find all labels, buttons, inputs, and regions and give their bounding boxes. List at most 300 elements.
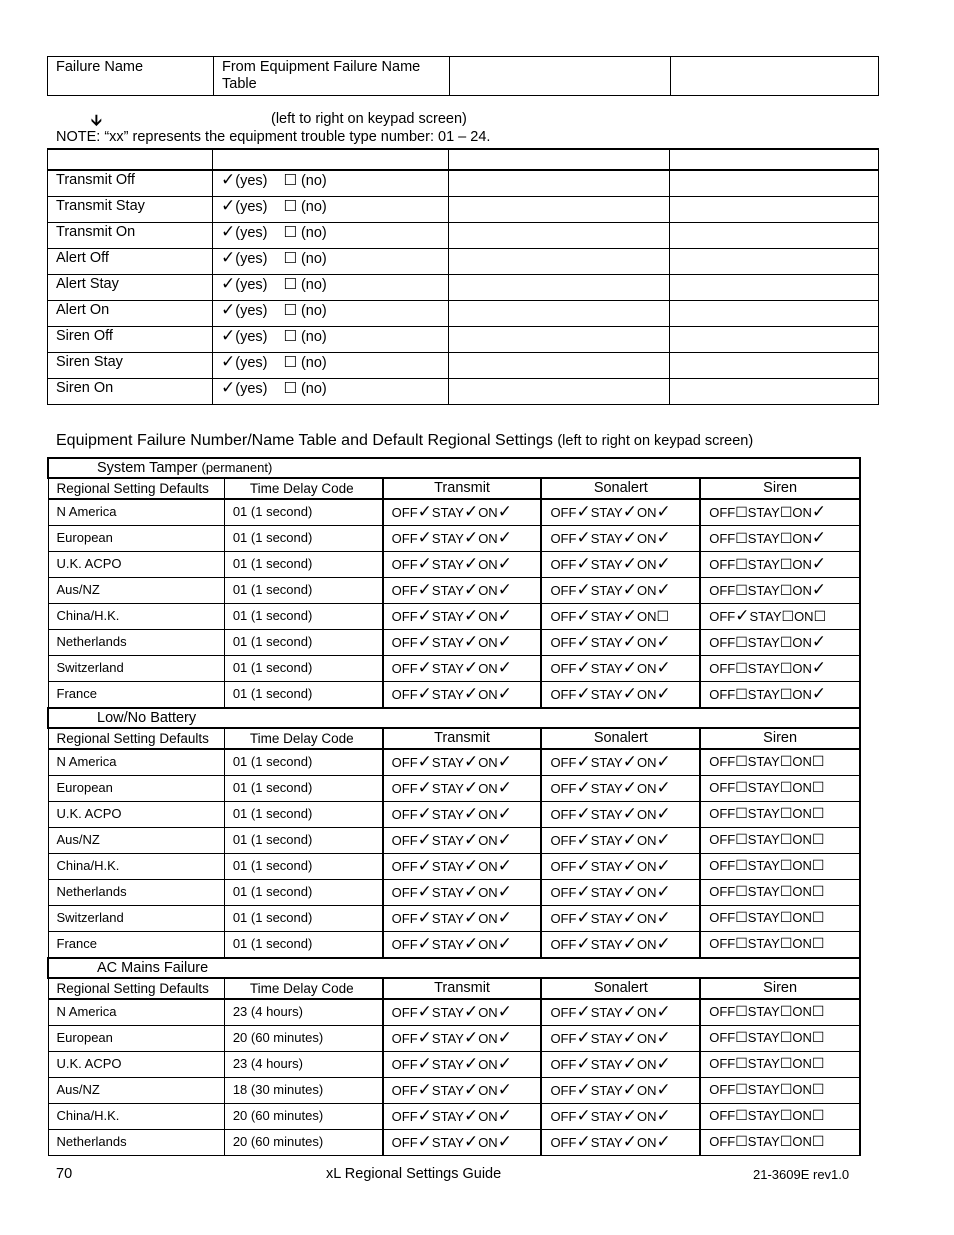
no-label: (no): [300, 173, 327, 189]
region-name: Netherlands: [48, 880, 224, 906]
checkmark-icon: ✓: [497, 830, 512, 850]
state-cell: [700, 578, 860, 604]
section-header-row: [48, 958, 860, 978]
setting-name: Transmit Off: [48, 170, 213, 197]
state-cell: [541, 682, 700, 709]
checkbox-icon: ☐: [283, 223, 297, 241]
empty-box-icon: ☐: [779, 505, 793, 521]
region-name: N America: [48, 749, 224, 776]
state-label-on: ON: [636, 833, 657, 848]
state-cell: [700, 1026, 860, 1052]
table-header-cell: [449, 149, 670, 170]
checkmark-icon: ✓: [463, 528, 479, 548]
state-label-on: ON: [478, 807, 498, 822]
table-row: [48, 1052, 860, 1078]
time-delay-code: 01 (1 second): [224, 802, 382, 828]
checkmark-icon: ✓: [576, 856, 591, 876]
yes-no-cell: [213, 275, 449, 301]
checkbox-icon: ☐: [283, 327, 297, 345]
state-label-on: ON: [478, 505, 498, 520]
checkmark-icon: ✓: [622, 856, 637, 876]
state-label-off: OFF: [550, 911, 577, 926]
state-cell: [541, 749, 700, 776]
state-label-stay: STAY: [590, 505, 623, 520]
checkmark-icon: ✓: [656, 1080, 671, 1100]
state-label-on: ON: [794, 609, 814, 624]
page-number: 70: [56, 1166, 73, 1182]
table-row: [48, 749, 860, 776]
checkmark-icon: ✓: [656, 856, 671, 876]
region-name: U.K. ACPO: [48, 1052, 224, 1078]
checkmark-icon: ✓: [576, 804, 591, 824]
checkmark-icon: ✓: [576, 1002, 591, 1022]
header-region: Regional Setting Defaults: [48, 978, 224, 999]
state-label-off: OFF: [709, 910, 736, 925]
empty-box-icon: ☐: [779, 635, 793, 651]
column-header-row: [48, 978, 860, 999]
checkmark-icon: ✓: [221, 222, 236, 242]
time-delay-code: 20 (60 minutes): [224, 1104, 382, 1130]
empty-box-icon: ☐: [781, 609, 795, 625]
time-delay-code: 01 (1 second): [224, 552, 382, 578]
state-label-off: OFF: [709, 661, 736, 676]
checkmark-icon: ✓: [656, 908, 671, 928]
checkmark-icon: ✓: [417, 804, 432, 824]
checkmark-icon: ✓: [576, 528, 591, 548]
state-label-on: ON: [792, 1030, 812, 1045]
checkmark-icon: ✓: [656, 1002, 671, 1022]
state-label-on: ON: [792, 583, 812, 598]
checkmark-icon: ✓: [622, 528, 637, 548]
state-label-off: OFF: [550, 1057, 577, 1072]
table-cell: [670, 353, 879, 379]
regional-table-title: Equipment Failure Number/Name Table and Default Regional Settings (left to right on keypad screen): [56, 432, 754, 449]
state-label-on: ON: [636, 807, 657, 822]
state-label-stay: STAY: [431, 583, 464, 598]
empty-box-icon: ☐: [811, 1004, 825, 1020]
state-label-off: OFF: [391, 583, 418, 598]
checkmark-icon: ✓: [622, 1080, 637, 1100]
setting-name: Siren Stay: [48, 353, 213, 379]
state-cell: [541, 1052, 700, 1078]
table-row: [48, 379, 879, 405]
table-cell: [670, 301, 879, 327]
checkmark-icon: ✓: [656, 1054, 671, 1074]
empty-box-icon: ☐: [811, 910, 825, 926]
region-name: China/H.K.: [48, 854, 224, 880]
state-label-on: ON: [792, 687, 812, 702]
checkmark-icon: ✓: [576, 778, 591, 798]
state-label-stay: STAY: [590, 807, 623, 822]
state-label-off: OFF: [391, 833, 418, 848]
checkmark-icon: ✓: [463, 1028, 479, 1048]
state-label-stay: STAY: [747, 884, 780, 899]
table-row: [48, 1104, 860, 1130]
state-label-on: ON: [478, 1109, 498, 1124]
state-cell: [700, 1130, 860, 1156]
empty-box-icon: ☐: [811, 1056, 825, 1072]
time-delay-code: 01 (1 second): [224, 499, 382, 526]
state-label-on: ON: [792, 1004, 812, 1019]
state-label-off: OFF: [391, 1083, 418, 1098]
state-label-off: OFF: [550, 661, 577, 676]
checkmark-icon: ✓: [417, 752, 432, 772]
state-label-on: ON: [478, 661, 498, 676]
state-label-on: ON: [636, 885, 657, 900]
checkmark-icon: ✓: [417, 684, 432, 704]
table-cell: [449, 197, 670, 223]
checkmark-icon: ✓: [417, 658, 432, 678]
state-cell: [541, 630, 700, 656]
state-cell: [383, 499, 542, 526]
state-label-on: ON: [636, 505, 657, 520]
checkmark-icon: ✓: [463, 658, 479, 678]
state-label-on: ON: [478, 937, 498, 952]
no-label: (no): [300, 329, 327, 345]
empty-box-icon: ☐: [811, 1108, 825, 1124]
yes-label: (yes): [235, 251, 268, 267]
state-label-off: OFF: [550, 583, 577, 598]
state-label-off: OFF: [709, 1108, 736, 1123]
state-label-off: OFF: [550, 833, 577, 848]
regional-table-title-note: (left to right on keypad screen): [557, 433, 754, 449]
state-cell: [541, 906, 700, 932]
yes-no-cell: [213, 197, 449, 223]
state-cell: [700, 630, 860, 656]
state-cell: [383, 749, 542, 776]
empty-box-icon: ☐: [813, 609, 827, 625]
checkmark-icon: ✓: [622, 632, 637, 652]
checkmark-icon: ✓: [497, 554, 512, 574]
state-label-off: OFF: [550, 635, 577, 650]
state-label-on: ON: [792, 936, 812, 951]
checkmark-icon: ✓: [656, 1028, 671, 1048]
checkmark-icon: ✓: [622, 752, 637, 772]
state-label-on: ON: [792, 832, 812, 847]
header-siren: Siren: [700, 478, 860, 499]
table-cell: [449, 301, 670, 327]
checkmark-icon: ✓: [463, 1106, 479, 1126]
state-label-stay: STAY: [431, 1083, 464, 1098]
region-name: Aus/NZ: [48, 828, 224, 854]
state-label-stay: STAY: [747, 1108, 780, 1123]
header-sonalert: Sonalert: [541, 978, 700, 999]
state-cell: [700, 682, 860, 709]
checkmark-icon: ✓: [497, 528, 512, 548]
checkmark-icon: ✓: [417, 632, 432, 652]
state-label-off: OFF: [550, 937, 577, 952]
table-cell: [449, 170, 670, 197]
checkmark-icon: ✓: [576, 502, 591, 522]
state-label-stay: STAY: [747, 1082, 780, 1097]
checkmark-icon: ✓: [622, 908, 637, 928]
time-delay-code: 01 (1 second): [224, 854, 382, 880]
section-note: (permanent): [201, 460, 273, 475]
state-label-on: ON: [478, 1083, 498, 1098]
state-label-off: OFF: [709, 583, 736, 598]
yes-no-cell: [213, 327, 449, 353]
empty-box-icon: ☐: [779, 1030, 793, 1046]
state-label-on: ON: [636, 781, 657, 796]
checkbox-icon: ☐: [283, 249, 297, 267]
table-cell: [450, 57, 671, 96]
checkmark-icon: ✓: [811, 528, 827, 548]
checkmark-icon: ✓: [463, 502, 479, 522]
state-label-off: OFF: [391, 635, 418, 650]
state-cell: [700, 604, 860, 630]
header-sonalert: Sonalert: [541, 728, 700, 749]
state-cell: [700, 880, 860, 906]
state-label-off: OFF: [709, 1134, 736, 1149]
state-label-off: OFF: [550, 807, 577, 822]
state-cell: [383, 880, 542, 906]
state-label-off: OFF: [550, 859, 577, 874]
state-label-on: ON: [478, 531, 498, 546]
state-label-stay: STAY: [747, 531, 780, 546]
checkmark-icon: ✓: [497, 1002, 512, 1022]
document-id: 21-3609E rev1.0: [753, 1167, 850, 1182]
empty-box-icon: ☐: [735, 531, 748, 547]
state-cell: [541, 828, 700, 854]
empty-box-icon: ☐: [735, 661, 748, 677]
checkmark-icon: ✓: [622, 580, 637, 600]
checkmark-icon: ✓: [622, 830, 637, 850]
state-cell: [541, 1104, 700, 1130]
checkmark-icon: ✓: [497, 1080, 512, 1100]
time-delay-code: 01 (1 second): [224, 578, 382, 604]
state-label-stay: STAY: [590, 1005, 623, 1020]
checkmark-icon: ✓: [811, 658, 827, 678]
yes-no-cell: [213, 170, 449, 197]
state-label-stay: STAY: [747, 936, 780, 951]
checkmark-icon: ✓: [576, 934, 591, 954]
header-region: Regional Setting Defaults: [48, 728, 224, 749]
state-label-stay: STAY: [431, 505, 464, 520]
state-label-on: ON: [792, 635, 812, 650]
checkmark-icon: ✓: [463, 1054, 479, 1074]
checkmark-icon: ✓: [656, 752, 671, 772]
state-label-stay: STAY: [431, 1135, 464, 1150]
empty-box-icon: ☐: [811, 1082, 825, 1098]
state-cell: [383, 578, 542, 604]
state-label-off: OFF: [550, 687, 577, 702]
checkmark-icon: ✓: [656, 632, 671, 652]
state-label-stay: STAY: [431, 635, 464, 650]
empty-box-icon: ☐: [779, 531, 793, 547]
state-label-on: ON: [792, 780, 812, 795]
checkmark-icon: ✓: [497, 934, 512, 954]
state-label-stay: STAY: [747, 1030, 780, 1045]
table-row: [48, 802, 860, 828]
region-name: France: [48, 932, 224, 959]
state-cell: [700, 854, 860, 880]
state-label-stay: STAY: [747, 661, 780, 676]
empty-box-icon: ☐: [779, 1082, 793, 1098]
setting-name: Alert Off: [48, 249, 213, 275]
time-delay-code: 01 (1 second): [224, 776, 382, 802]
state-label-on: ON: [636, 911, 657, 926]
state-label-on: ON: [478, 1057, 498, 1072]
checkmark-icon: ✓: [417, 778, 432, 798]
table-row: [48, 327, 879, 353]
state-cell: [383, 854, 542, 880]
table-row: [48, 854, 860, 880]
state-label-on: ON: [636, 937, 657, 952]
state-label-stay: STAY: [747, 910, 780, 925]
state-label-on: ON: [636, 1135, 657, 1150]
empty-box-icon: ☐: [811, 754, 825, 770]
table-row: [48, 301, 879, 327]
checkmark-icon: ✓: [497, 606, 512, 626]
state-label-stay: STAY: [431, 531, 464, 546]
table-header-cell: [48, 149, 213, 170]
state-cell: [383, 932, 542, 959]
state-cell: [700, 932, 860, 959]
state-label-on: ON: [636, 531, 657, 546]
state-label-stay: STAY: [747, 1134, 780, 1149]
state-label-on: ON: [636, 1109, 657, 1124]
state-label-on: ON: [478, 833, 498, 848]
state-cell: [541, 552, 700, 578]
state-label-off: OFF: [550, 755, 577, 770]
checkmark-icon: ✓: [463, 1132, 479, 1152]
state-label-stay: STAY: [747, 858, 780, 873]
time-delay-code: 01 (1 second): [224, 682, 382, 709]
checkmark-icon: ✓: [622, 882, 637, 902]
state-label-off: OFF: [391, 531, 418, 546]
header-siren: Siren: [700, 728, 860, 749]
checkmark-icon: ✓: [622, 1028, 637, 1048]
state-label-on: ON: [636, 635, 657, 650]
state-label-stay: STAY: [431, 937, 464, 952]
checkmark-icon: ✓: [417, 1080, 432, 1100]
checkmark-icon: ✓: [221, 196, 236, 216]
section-title: [48, 958, 860, 978]
state-label-stay: STAY: [590, 609, 623, 624]
region-name: N America: [48, 499, 224, 526]
state-label-on: ON: [792, 884, 812, 899]
empty-box-icon: ☐: [811, 780, 825, 796]
state-label-stay: STAY: [431, 687, 464, 702]
time-delay-code: 01 (1 second): [224, 932, 382, 959]
empty-box-icon: ☐: [779, 780, 793, 796]
no-label: (no): [300, 199, 327, 215]
state-label-on: ON: [792, 754, 812, 769]
state-label-on: ON: [478, 911, 498, 926]
setting-name: Transmit On: [48, 223, 213, 249]
state-label-off: OFF: [391, 859, 418, 874]
region-name: U.K. ACPO: [48, 552, 224, 578]
state-cell: [541, 1026, 700, 1052]
state-label-off: OFF: [550, 1083, 577, 1098]
empty-box-icon: ☐: [779, 1056, 793, 1072]
time-delay-code: 01 (1 second): [224, 880, 382, 906]
checkbox-icon: ☐: [283, 379, 297, 397]
state-label-on: ON: [636, 609, 657, 624]
checkbox-icon: ☐: [283, 301, 297, 319]
checkmark-icon: ✓: [417, 908, 432, 928]
region-name: Aus/NZ: [48, 1078, 224, 1104]
table-row: [48, 57, 879, 96]
state-label-on: ON: [792, 806, 812, 821]
state-label-off: OFF: [391, 687, 418, 702]
checkmark-icon: ✓: [735, 606, 750, 626]
section-name: System Tamper: [97, 460, 198, 476]
state-label-off: OFF: [391, 781, 418, 796]
state-label-off: OFF: [709, 806, 736, 821]
state-label-stay: STAY: [747, 754, 780, 769]
checkmark-icon: ✓: [576, 554, 591, 574]
time-delay-code: 01 (1 second): [224, 526, 382, 552]
state-label-stay: STAY: [590, 661, 623, 676]
region-name: Aus/NZ: [48, 578, 224, 604]
state-label-stay: STAY: [590, 557, 623, 572]
checkmark-icon: ✓: [576, 1106, 591, 1126]
checkmark-icon: ✓: [656, 1106, 671, 1126]
state-cell: [541, 880, 700, 906]
state-label-off: OFF: [391, 1135, 418, 1150]
table-cell: [449, 275, 670, 301]
section-header-row: [48, 708, 860, 728]
state-label-off: OFF: [391, 609, 418, 624]
empty-box-icon: ☐: [735, 505, 748, 521]
table-row: [48, 499, 860, 526]
yes-label: (yes): [235, 173, 268, 189]
state-label-stay: STAY: [590, 1083, 623, 1098]
state-label-stay: STAY: [747, 505, 780, 520]
checkmark-icon: ✓: [576, 752, 591, 772]
state-label-on: ON: [792, 910, 812, 925]
state-label-off: OFF: [709, 1030, 736, 1045]
setting-name: Alert On: [48, 301, 213, 327]
yes-no-cell: [213, 379, 449, 405]
empty-box-icon: ☐: [735, 687, 748, 703]
state-label-on: ON: [636, 1031, 657, 1046]
state-label-stay: STAY: [431, 911, 464, 926]
empty-box-icon: ☐: [811, 1134, 825, 1150]
checkmark-icon: ✓: [497, 658, 512, 678]
checkmark-icon: ✓: [622, 684, 637, 704]
checkmark-icon: ✓: [463, 830, 479, 850]
checkmark-icon: ✓: [811, 580, 827, 600]
state-label-stay: STAY: [590, 687, 623, 702]
state-label-off: OFF: [391, 937, 418, 952]
state-label-stay: STAY: [431, 859, 464, 874]
state-label-stay: STAY: [747, 780, 780, 795]
state-label-on: ON: [478, 1031, 498, 1046]
failure-name-value: From Equipment Failure Name Table: [214, 57, 450, 96]
state-label-on: ON: [478, 609, 498, 624]
checkmark-icon: ✓: [576, 1028, 591, 1048]
checkmark-icon: ✓: [497, 1106, 512, 1126]
state-cell: [383, 682, 542, 709]
header-delay: Time Delay Code: [224, 478, 382, 499]
setting-name: Siren On: [48, 379, 213, 405]
checkmark-icon: ✓: [497, 856, 512, 876]
checkmark-icon: ✓: [622, 1132, 637, 1152]
table-row: [48, 170, 879, 197]
yes-label: (yes): [235, 277, 268, 293]
checkmark-icon: ✓: [576, 580, 591, 600]
region-name: U.K. ACPO: [48, 802, 224, 828]
state-label-off: OFF: [709, 1004, 736, 1019]
state-label-stay: STAY: [431, 1005, 464, 1020]
time-delay-code: 23 (4 hours): [224, 1052, 382, 1078]
yes-label: (yes): [235, 225, 268, 241]
checkmark-icon: ✓: [656, 778, 671, 798]
checkmark-icon: ✓: [622, 934, 637, 954]
empty-box-icon: ☐: [779, 806, 793, 822]
